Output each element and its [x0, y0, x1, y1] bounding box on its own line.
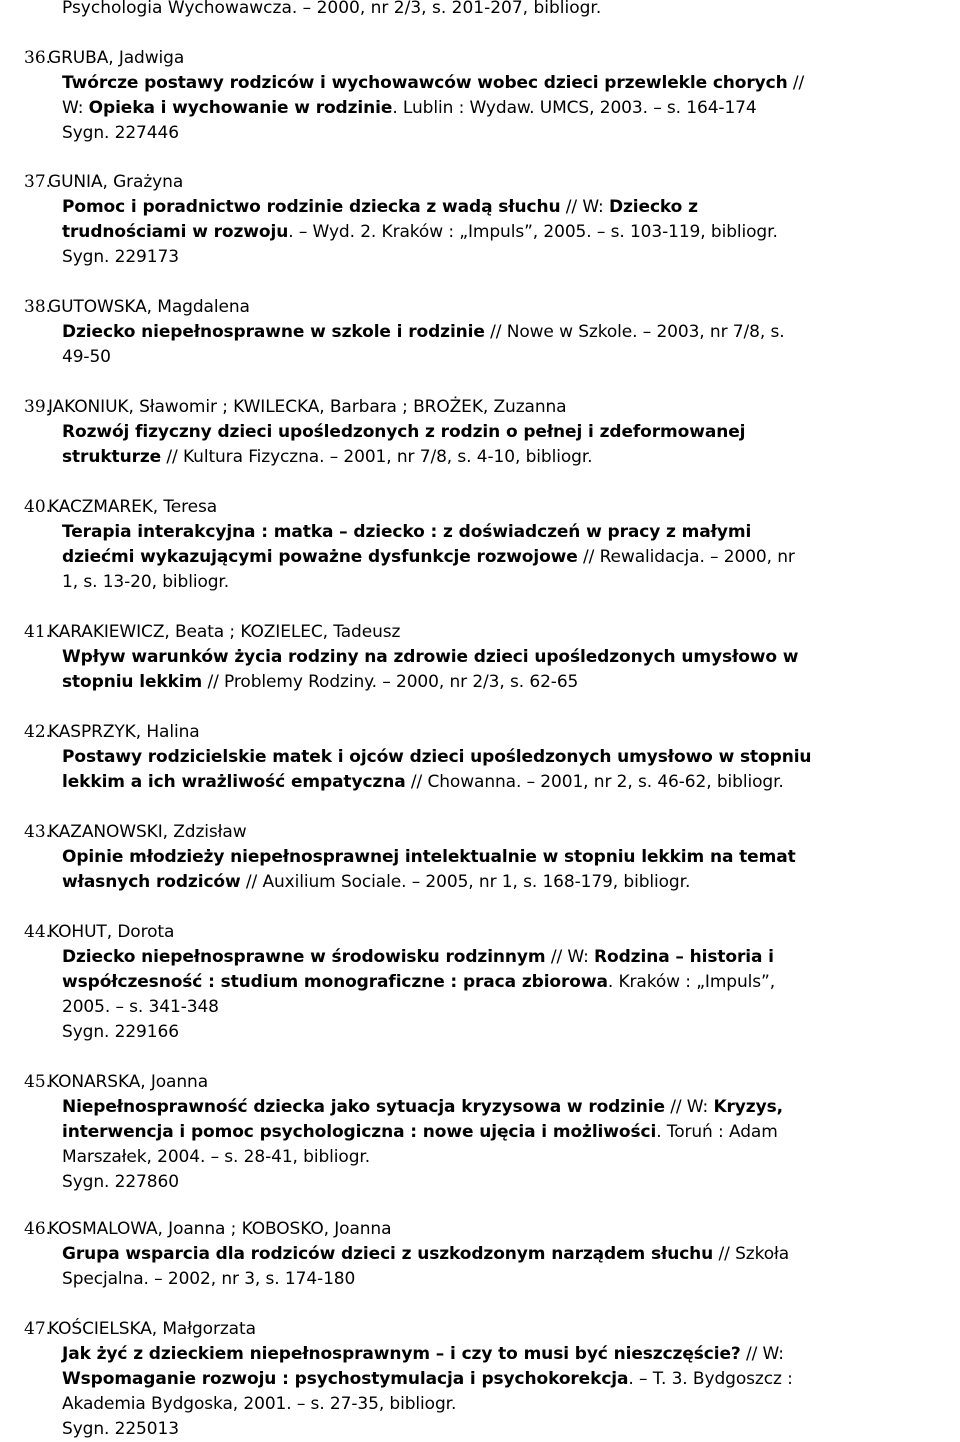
entry-author: KAZANOWSKI, Zdzisław — [48, 822, 247, 842]
entry-line — [62, 1095, 783, 1120]
title-text: własnych rodziców — [62, 872, 241, 892]
title-text: Niepełnosprawność dziecka jako sytuacja kryzysowa w rodzinie — [62, 1097, 665, 1117]
entry-number: 46. — [24, 1219, 52, 1239]
entry-line — [62, 71, 804, 96]
title-text: Terapia interakcyjna : matka – dziecko : z doświadczeń w pracy z małymi — [62, 522, 752, 542]
citation-text: W: — [62, 98, 89, 118]
entry-number: 37. — [24, 172, 52, 192]
citation-text: Sygn. 225013 — [62, 1419, 179, 1439]
citation-text: Sygn. 229173 — [62, 247, 179, 267]
entry-line — [62, 1417, 179, 1442]
title-text: Dziecko z — [608, 197, 698, 217]
entry-author: JAKONIUK, Sławomir ; KWILECKA, Barbara ; BROŻEK, Zuzanna — [48, 397, 567, 417]
title-text: Pomoc i poradnictwo rodzinie dziecka z wadą słuchu — [62, 197, 561, 217]
citation-text: // Problemy Rodziny. – 2000, nr 2/3, s. 62-65 — [202, 672, 579, 692]
entry-author: KONARSKA, Joanna — [48, 1072, 209, 1092]
entry-author: KACZMAREK, Teresa — [48, 497, 218, 517]
citation-text: . Toruń : Adam — [656, 1122, 778, 1142]
citation-text: . – Wyd. 2. Kraków : „Impuls”, 2005. – s. 103-119, bibliogr. — [288, 222, 778, 242]
title-text: Dziecko niepełnosprawne w szkole i rodzinie — [62, 322, 485, 342]
title-text: współczesność : studium monograficzne : praca zbiorowa — [62, 972, 608, 992]
entry-author: KOSMALOWA, Joanna ; KOBOSKO, Joanna — [48, 1219, 392, 1239]
title-text: strukturze — [62, 447, 162, 467]
entry-line — [62, 645, 798, 670]
title-text: Wpływ warunków życia rodziny na zdrowie dzieci upośledzonych umysłowo w — [62, 647, 799, 667]
citation-text: Sygn. 227446 — [62, 123, 179, 143]
citation-text: // Nowe w Szkole. – 2003, nr 7/8, s. — [484, 322, 785, 342]
title-text: Opieka i wychowanie w rodzinie — [88, 98, 393, 118]
entry-number: 44. — [24, 922, 52, 942]
entry-author: KOŚCIELSKA, Małgorzata — [48, 1319, 256, 1339]
citation-text: // Auxilium Sociale. – 2005, nr 1, s. 168-179, bibliogr. — [240, 872, 691, 892]
entry-line — [62, 970, 775, 995]
title-text: Rodzina – historia i — [594, 947, 774, 967]
title-text: Rozwój fizyczny dzieci upośledzonych z rodzin o pełnej i zdeformowanej — [62, 422, 746, 442]
entry-line — [62, 1367, 793, 1392]
title-text: Dziecko niepełnosprawne w środowisku rodzinnym — [62, 947, 546, 967]
entry-line — [62, 1020, 179, 1045]
citation-text: 1, s. 13-20, bibliogr. — [62, 572, 230, 592]
citation-text: // W: — [545, 947, 595, 967]
entry-line — [62, 345, 111, 370]
title-text: Twórcze postawy rodziców i wychowawców wobec dzieci przewlekle chorych — [62, 73, 788, 93]
entry-line — [62, 570, 229, 595]
entry-line — [62, 845, 796, 870]
entry-line — [62, 995, 219, 1020]
entry-line — [62, 545, 795, 570]
citation-text: Sygn. 227860 — [62, 1172, 179, 1192]
title-text: Wspomaganie rozwoju : psychostymulacja i psychokorekcja — [62, 1369, 629, 1389]
entry-author: GUNIA, Grażyna — [48, 172, 184, 192]
entry-line — [62, 420, 745, 445]
citation-text: // Kultura Fizyczna. – 2001, nr 7/8, s. 4-10, bibliogr. — [161, 447, 593, 467]
entry-line — [62, 320, 785, 345]
citation-text: // W: — [664, 1097, 714, 1117]
citation-text: Akademia Bydgoska, 2001. – s. 27-35, bibliogr. — [62, 1394, 457, 1414]
citation-text: Sygn. 229166 — [62, 1022, 179, 1042]
title-text: Postawy rodzicielskie matek i ojców dzieci upośledzonych umysłowo w stopniu — [62, 747, 812, 767]
entry-line — [62, 1392, 456, 1417]
entry-number: 42. — [24, 722, 52, 742]
citation-text: . Lublin : Wydaw. UMCS, 2003. – s. 164-174 — [392, 98, 757, 118]
entry-line — [62, 670, 578, 695]
entry-author: GRUBA, Jadwiga — [48, 48, 185, 68]
citation-text: // W: — [560, 197, 609, 217]
entry-line — [62, 745, 811, 770]
citation-text: 49-50 — [62, 347, 111, 367]
citation-text: Specjalna. – 2002, nr 3, s. 174-180 — [62, 1269, 356, 1289]
title-text: lekkim a ich wrażliwość empatyczna — [62, 772, 406, 792]
entry-author: KOHUT, Dorota — [48, 922, 175, 942]
title-text: trudnościami w rozwoju — [62, 222, 289, 242]
title-text: Grupa wsparcia dla rodziców dzieci z uszkodzonym narządem słuchu — [62, 1244, 714, 1264]
entry-line — [62, 1170, 179, 1195]
entry-number: 45. — [24, 1072, 52, 1092]
citation-text: . – T. 3. Bydgoszcz : — [628, 1369, 793, 1389]
title-text: Opinie młodzieży niepełnosprawnej intelektualnie w stopniu lekkim na temat — [62, 847, 796, 867]
citation-text: Marszałek, 2004. – s. 28-41, bibliogr. — [62, 1147, 371, 1167]
citation-text: // Szkoła — [713, 1244, 790, 1264]
title-text: dziećmi wykazującymi poważne dysfunkcje rozwojowe — [62, 547, 578, 567]
citation-text: // Chowanna. – 2001, nr 2, s. 46-62, bibliogr. — [405, 772, 784, 792]
citation-text: 2005. – s. 341-348 — [62, 997, 219, 1017]
entry-line — [62, 1120, 778, 1145]
entry-line — [62, 1242, 789, 1267]
entry-number: 47. — [24, 1319, 52, 1339]
title-text: Kryzys, — [713, 1097, 783, 1117]
entry-number: 43. — [24, 822, 52, 842]
entry-line — [62, 1267, 355, 1292]
entry-line — [62, 445, 592, 470]
citation-text: // W: — [740, 1344, 784, 1364]
entry-line — [62, 245, 179, 270]
entry-author: GUTOWSKA, Magdalena — [48, 297, 250, 317]
entry-author: KASPRZYK, Halina — [48, 722, 200, 742]
entry-line — [62, 1145, 370, 1170]
entry-line — [62, 195, 698, 220]
entry-line — [62, 945, 774, 970]
entry-line — [62, 121, 179, 146]
title-text: interwencja i pomoc psychologiczna : nowe ujęcia i możliwości — [62, 1122, 657, 1142]
entry-author: KARAKIEWICZ, Beata ; KOZIELEC, Tadeusz — [48, 622, 401, 642]
entry-line — [62, 520, 751, 545]
citation-text: // — [787, 73, 805, 93]
entry-line — [62, 220, 778, 245]
entry-number: 40. — [24, 497, 52, 517]
entry-line — [62, 96, 757, 121]
title-text: Jak żyć z dzieckiem niepełnosprawnym – i czy to musi być nieszczęście? — [62, 1344, 741, 1364]
entry-line — [62, 870, 690, 895]
citation-text: // Rewalidacja. – 2000, nr — [577, 547, 795, 567]
citation-text: . Kraków : „Impuls”, — [607, 972, 776, 992]
continuation-line: Psychologia Wychowawcza. – 2000, nr 2/3, s. 201-207, bibliogr. — [62, 0, 602, 18]
entry-number: 36. — [24, 48, 52, 68]
title-text: stopniu lekkim — [62, 672, 203, 692]
entry-line — [62, 1342, 784, 1367]
entry-number: 38. — [24, 297, 52, 317]
entry-line — [62, 770, 784, 795]
entry-number: 39. — [24, 397, 52, 417]
entry-number: 41. — [24, 622, 52, 642]
